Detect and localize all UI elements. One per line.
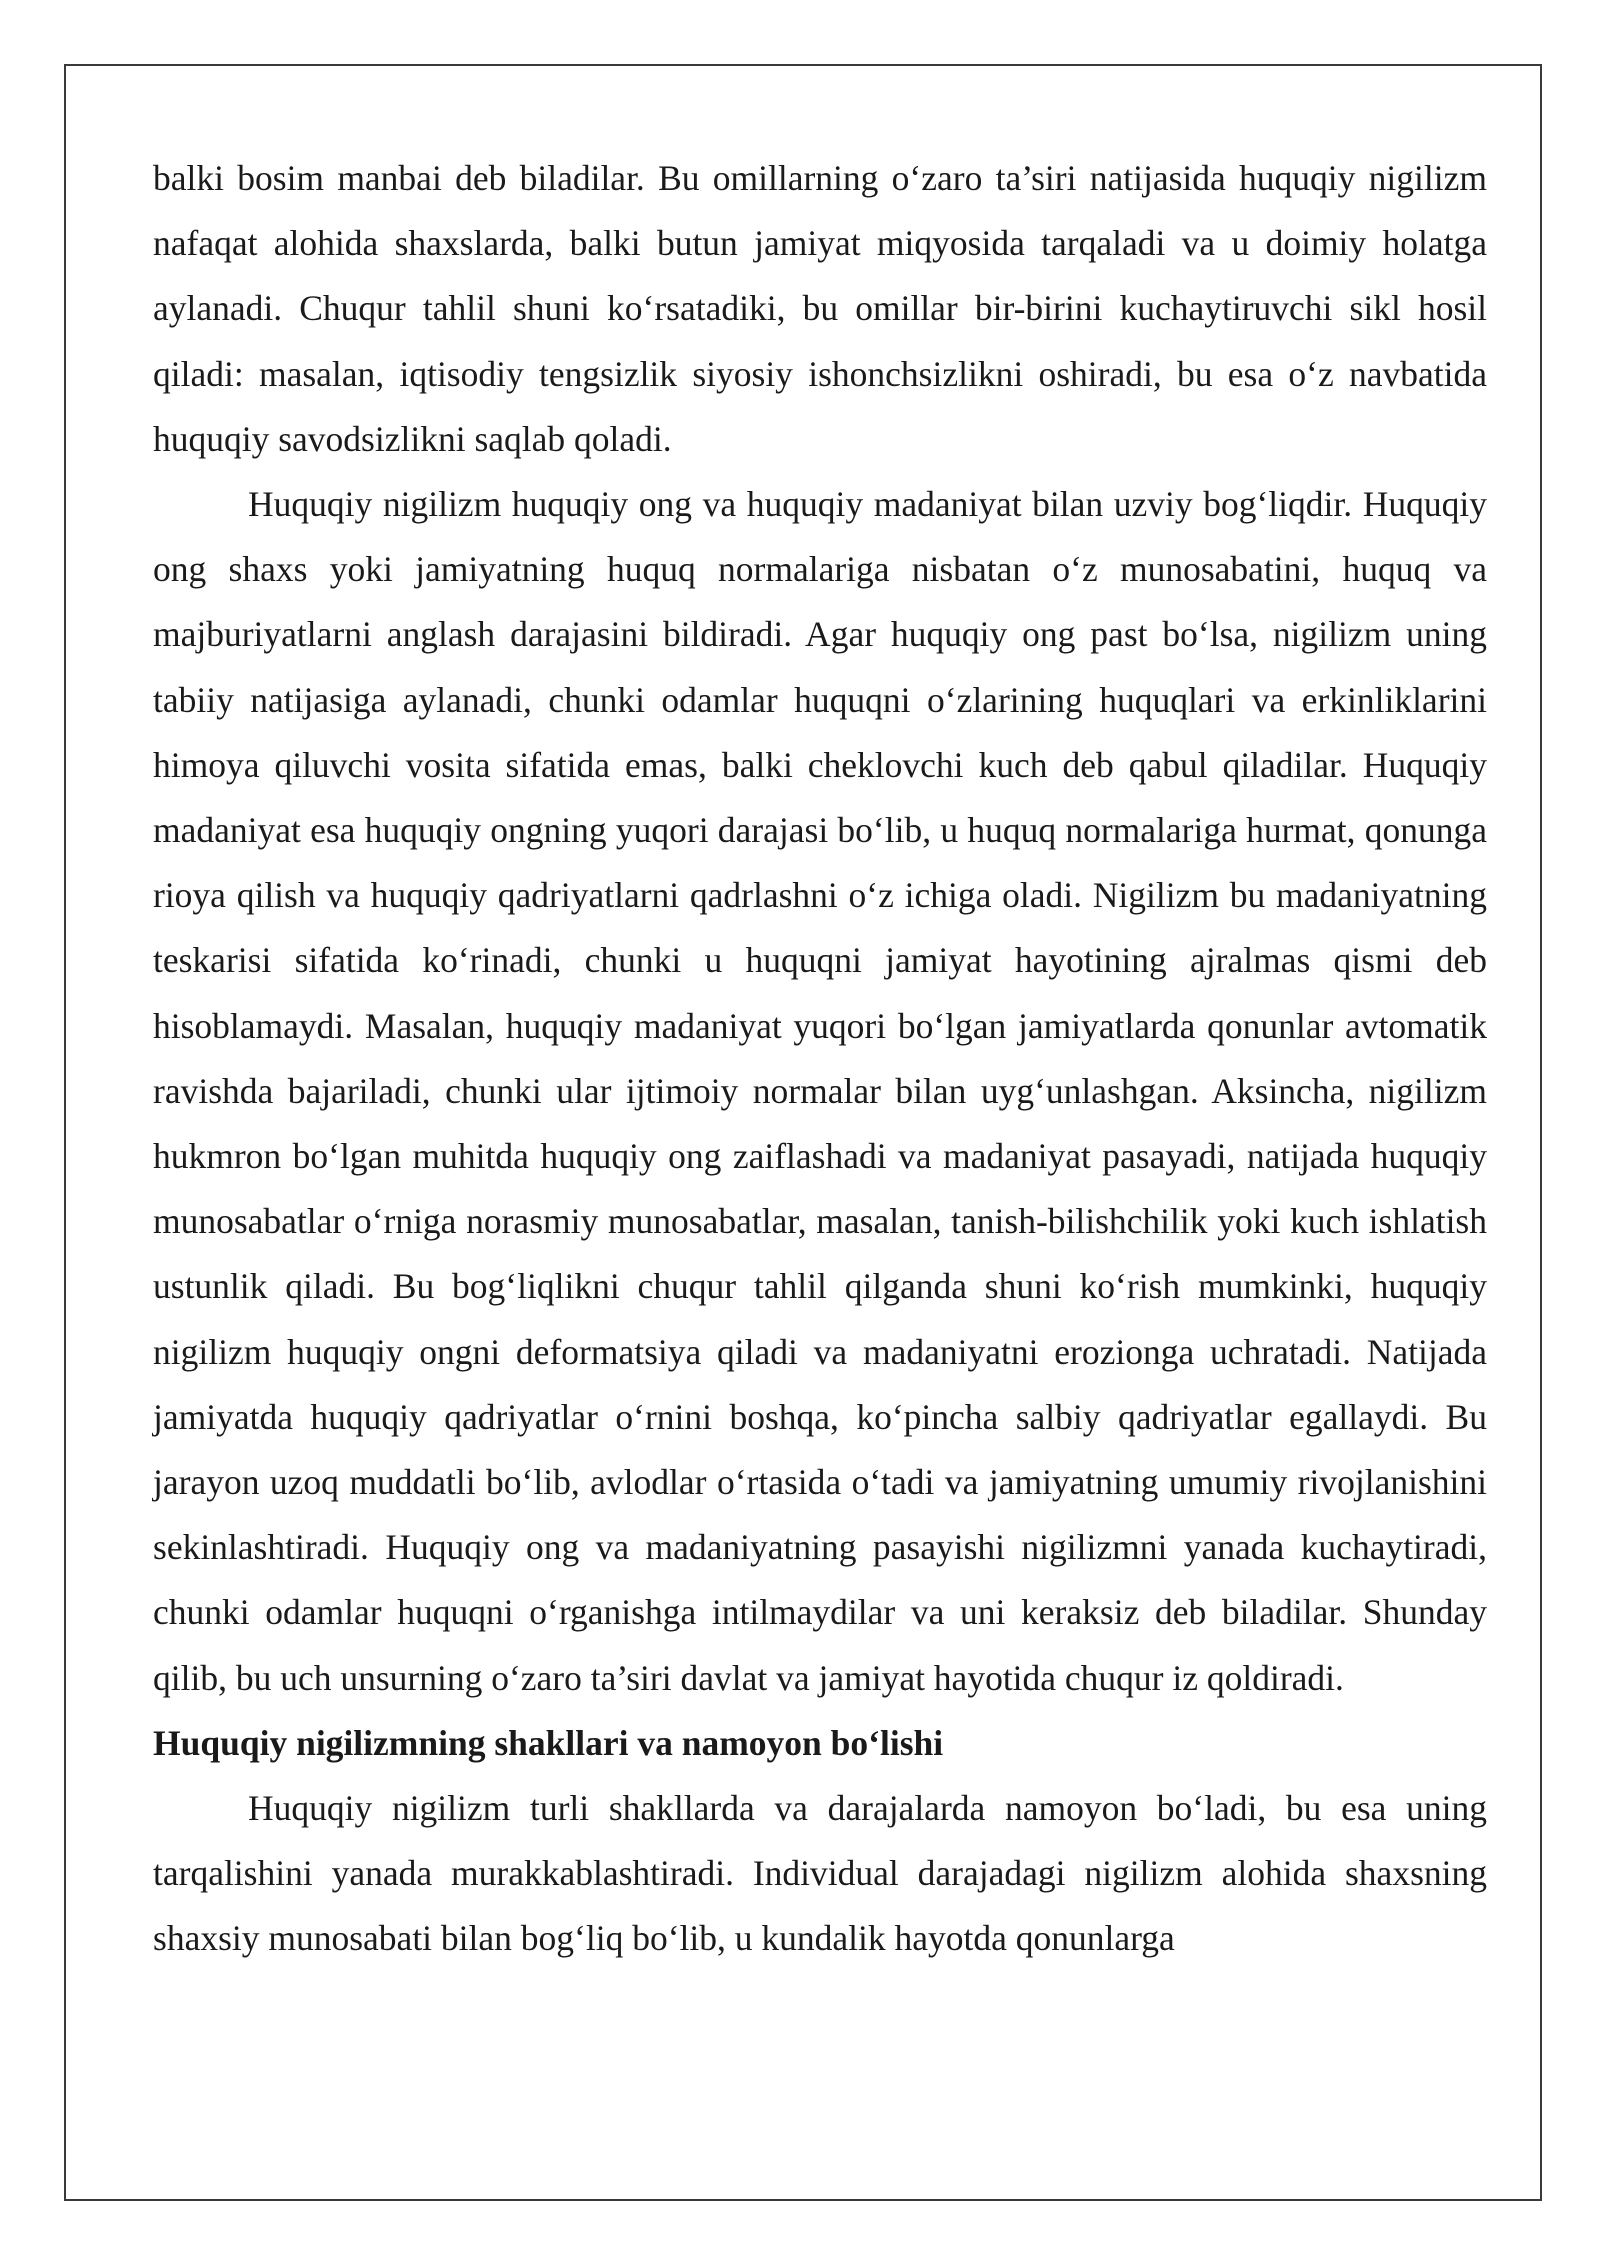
document-body <box>153 146 1487 1972</box>
paragraph-legal-consciousness: Huquqiy nigilizm huquqiy ong va huquqiy madaniyat bilan uzviy bog‘liqdir. Huquqiy ong shaxs yoki jamiyatning huquq normalariga nisbatan o‘z munosabatini, huquq va majburiyatlarni anglash darajasini bildiradi. Agar huquqiy ong past bo‘lsa, nigilizm uning tabiiy natijasiga aylanadi, chunki odamlar huquqni o‘zlarining huquqlari va erkinliklarini himoya qiluvchi vosita sifatida emas, balki cheklovchi kuch deb qabul qiladilar. Huquqiy madaniyat esa huquqiy ongning yuqori darajasi bo‘lib, u huquq normalariga hurmat, qonunga rioya qilish va huquqiy qadriyatlarni qadrlashni o‘z ichiga oladi. Nigilizm bu madaniyatning teskarisi sifatida ko‘rinadi, chunki u huquqni jamiyat hayotining ajralmas qismi deb hisoblamaydi. Masalan, huquqiy madaniyat yuqori bo‘lgan jamiyatlarda qonunlar avtomatik ravishda bajariladi, chunki ular ijtimoiy normalar bilan uyg‘unlashgan. Aksincha, nigilizm hukmron bo‘lgan muhitda huquqiy ong zaiflashadi va madaniyat pasayadi, natijada huquqiy munosabatlar o‘rniga norasmiy munosabatlar, masalan, tanish-bilishchilik yoki kuch ishlatish ustunlik qiladi. Bu bog‘liqlikni chuqur tahlil qilganda shuni ko‘rish mumkinki, huquqiy nigilizm huquqiy ongni deformatsiya qiladi va madaniyatni erozionga uchratadi. Natijada jamiyatda huquqiy qadriyatlar o‘rnini boshqa, ko‘pincha salbiy qadriyatlar egallaydi. Bu jarayon uzoq muddatli bo‘lib, avlodlar o‘rtasida o‘tadi va jamiyatning umumiy rivojlanishini sekinlashtiradi. Huquqiy ong va madaniyatning pasayishi nigilizmni yanada kuchaytiradi, chunki odamlar huquqni o‘rganishga intilmaydilar va uni keraksiz deb biladilar. Shunday qilib, bu uch unsurning o‘zaro ta’siri davlat va jamiyat hayotida chuqur iz qoldiradi. <box>153 484 1487 1698</box>
paragraph-continuation: balki bosim manbai deb biladilar. Bu omillarning o‘zaro ta’siri natijasida huquqiy nigilizm nafaqat alohida shaxslarda, balki butun jamiyat miqyosida tarqaladi va u doimiy holatga aylanadi. Chuqur tahlil shuni ko‘rsatadiki, bu omillar bir-birini kuchaytiruvchi sikl hosil qiladi: masalan, iqtisodiy tengsizlik siyosiy ishonchsizlikni oshiradi, bu esa o‘z navbatida huquqiy savodsizlikni saqlab qoladi. <box>153 158 1487 459</box>
paragraph-forms: Huquqiy nigilizm turli shakllarda va darajalarda namoyon bo‘ladi, bu esa uning tarqalishini yanada murakkablashtiradi. Individual darajadagi nigilizm alohida shaxsning shaxsiy munosabati bilan bog‘liq bo‘lib, u kundalik hayotda qonunlarga <box>153 1788 1487 1959</box>
section-heading: Huquqiy nigilizmning shakllari va namoyon bo‘lishi <box>153 1722 944 1763</box>
